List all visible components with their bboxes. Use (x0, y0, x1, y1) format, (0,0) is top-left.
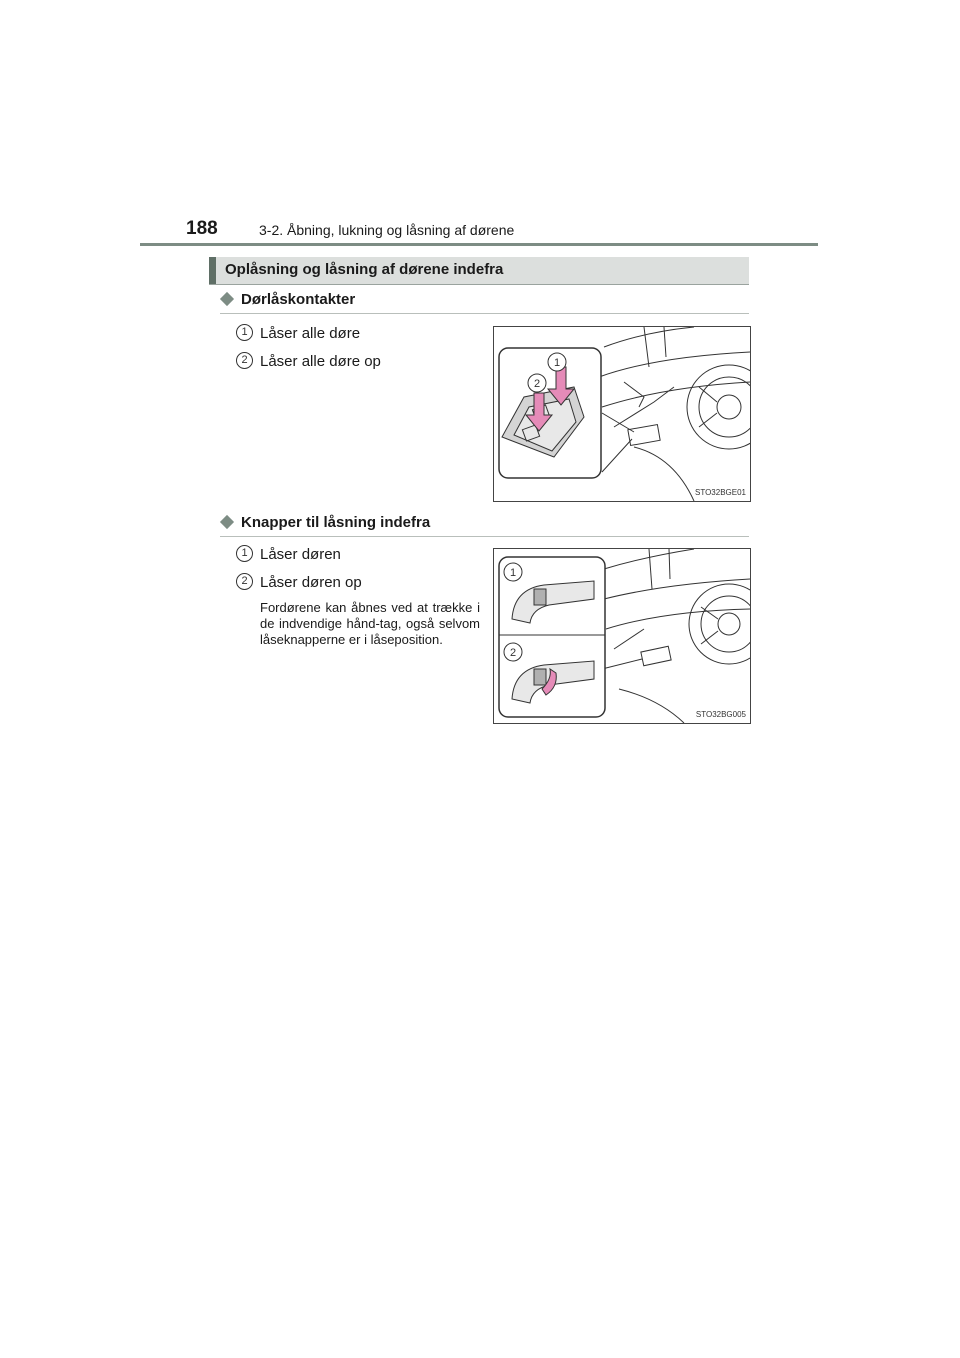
step-text: Låser døren op (260, 574, 362, 591)
subsection-rule (220, 313, 749, 314)
callout-1: 1 (509, 567, 517, 579)
step-text: Låser alle døre op (260, 353, 381, 370)
header-rule (140, 243, 818, 246)
step-number-badge: 2 (236, 352, 253, 369)
step-number-badge: 1 (236, 324, 253, 341)
callout-2: 2 (533, 378, 541, 390)
subsection-title (220, 514, 430, 531)
section-accent (209, 257, 216, 284)
chapter-title: 3-2. Åbning, lukning og låsning af dørene (259, 222, 515, 238)
figure-inside-lock-button (493, 548, 751, 724)
callout-1: 1 (553, 357, 561, 369)
step-number-badge: 2 (236, 573, 253, 590)
diamond-bullet-icon (220, 515, 234, 529)
subsection-title-text: Knapper til låsning indefra (241, 514, 431, 531)
step-number-badge: 1 (236, 545, 253, 562)
note-text: Fordørene kan åbnes ved at trække i de indvendige hånd-tag, også selvom låseknapperne er i låseposition. (260, 600, 480, 647)
step-text: Låser døren (260, 546, 341, 563)
step-text: Låser alle døre (260, 325, 361, 342)
inside-lock-button-illustration (494, 549, 750, 723)
subsection-title (220, 291, 355, 308)
subsection-title-text: Dørlåskontakter (241, 291, 356, 308)
callout-2: 2 (509, 647, 517, 659)
section-title: Oplåsning og låsning af dørene indefra (225, 261, 504, 278)
figure-code: STO32BGE01 (695, 488, 746, 497)
figure-code: STO32BG005 (695, 710, 746, 719)
diamond-bullet-icon (220, 292, 234, 306)
door-lock-switch-illustration (494, 327, 750, 501)
section-title-bar (209, 257, 749, 285)
subsection-rule (220, 536, 749, 537)
page-number: 188 (186, 218, 218, 239)
figure-door-lock-switch (493, 326, 751, 502)
